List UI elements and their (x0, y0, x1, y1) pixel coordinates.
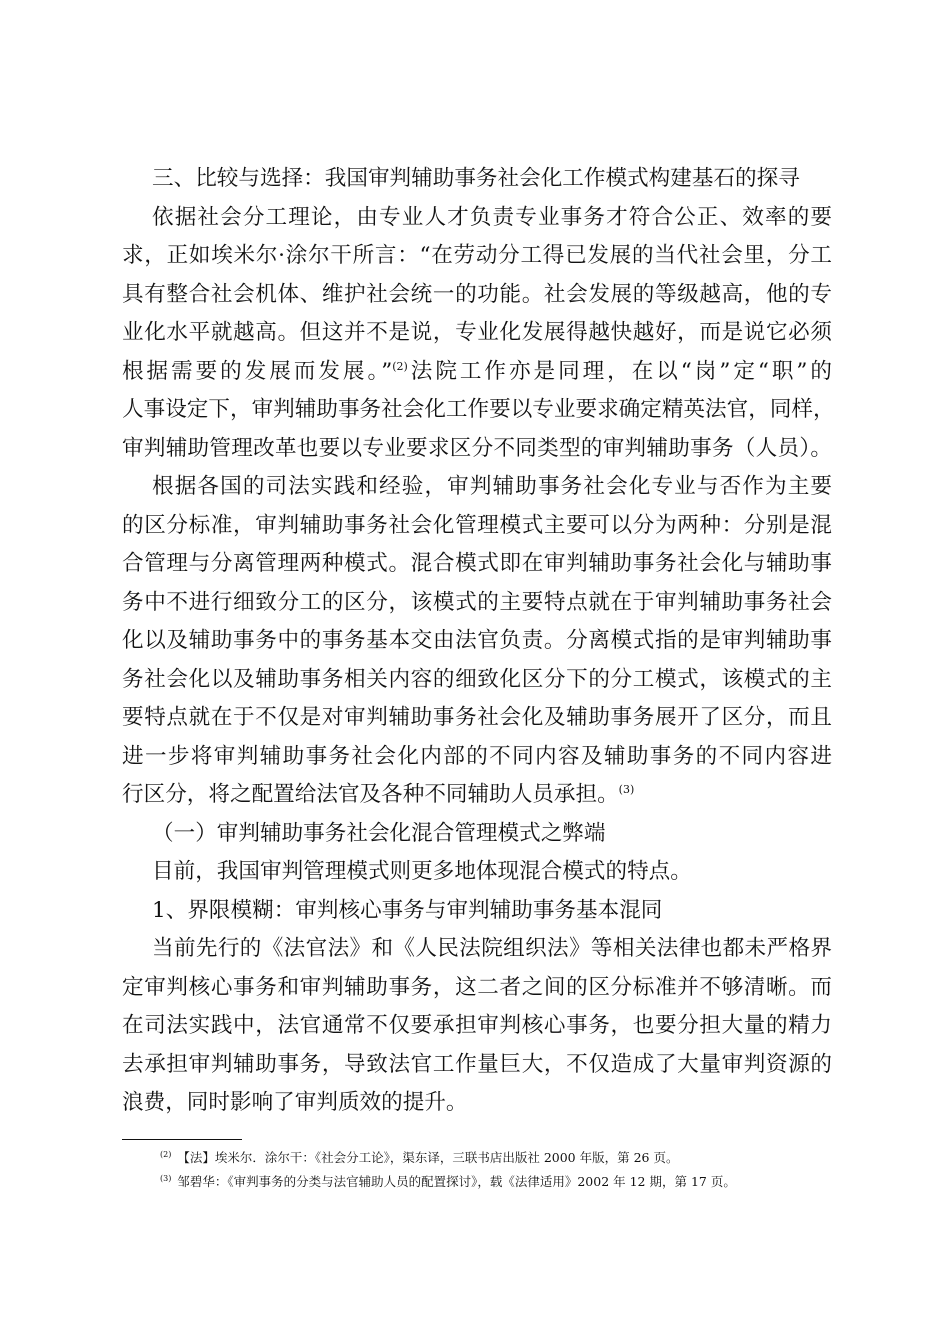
paragraph-2-line-7: 要特点就在于不仅是对审判辅助事务社会化及辅助事务展开了区分，而且 (122, 705, 832, 730)
paragraph-1-line-4: 业化水平就越高。但这并不是说，专业化发展得越快越好，而是说它必须 (122, 320, 832, 345)
footnote-ref-3: (3) (618, 783, 635, 796)
paragraph-1-line-7: 审判辅助管理改革也要以专业要求区分不同类型的审判辅助事务（人员）。 (122, 435, 832, 461)
subheading-2: 1、界限模糊：审判核心事务与审判辅助事务基本混同 (152, 897, 663, 923)
body-text (122, 160, 835, 1123)
paragraph-1-line-5-b: 法院工作亦是同理，在以“岗”定“职”的 (407, 358, 832, 384)
paragraph-1-line-1: 依据社会分工理论，由专业人才负责专业事务才符合公正、效率的要 (152, 204, 832, 230)
footnote-separator (122, 1139, 242, 1140)
paragraph-2-line-1: 根据各国的司法实践和经验，审判辅助事务社会化专业与否作为主要 (152, 474, 832, 499)
paragraph-2-line-2: 的区分标准，审判辅助事务社会化管理模式主要可以分为两种：分别是混 (122, 512, 832, 538)
paragraph-1-line-2: 求，正如埃米尔·涂尔干所言：“在劳动分工得已发展的当代社会里，分工 (122, 243, 832, 268)
paragraph-4-line-2: 定审判核心事务和审判辅助事务，这二者之间的区分标准并不够清晰。而 (122, 974, 832, 1000)
subheading-1: （一）审判辅助事务社会化混合管理模式之弊端 (152, 820, 606, 846)
footnote-ref-2: (2) (392, 359, 408, 373)
paragraph-2-line-3: 合管理与分离管理两种模式。混合模式即在审判辅助事务社会化与辅助事 (122, 551, 832, 576)
paragraph-4-line-5: 浪费，同时影响了审判质效的提升。 (122, 1090, 468, 1115)
footnote-3 (160, 1170, 860, 1194)
footnote-2-text: 【法】埃米尔．涂尔干：《社会分工论》，渠东译，三联书店出版社 2000 年版，第 26 页。 (177, 1150, 679, 1165)
paragraph-1-line-6: 人事设定下，审判辅助事务社会化工作要以专业要求确定精英法官，同样， (122, 397, 835, 422)
footnote-3-mark: (3) (160, 1174, 172, 1183)
paragraph-4-line-3: 在司法实践中，法官通常不仅要承担审判核心事务，也要分担大量的精力 (122, 1013, 832, 1038)
paragraph-2-line-9-text: 行区分，将之配置给法官及各种不同辅助人员承担。 (122, 782, 619, 807)
paragraph-2-line-5: 化以及辅助事务中的事务基本交由法官负责。分离模式指的是审判辅助事 (122, 628, 832, 653)
paragraph-2-line-4: 务中不进行细致分工的区分，该模式的主要特点就在于审判辅助事务社会 (122, 589, 832, 615)
paragraph-2-line-9 (122, 776, 832, 815)
paragraph-4-line-4: 去承担审判辅助事务，导致法官工作量巨大，不仅造成了大量审判资源的 (122, 1051, 832, 1077)
paragraph-2-line-6: 务社会化以及辅助事务相关内容的细致化区分下的分工模式，该模式的主 (122, 666, 832, 692)
paragraph-1-line-5-a: 根据需要的发展而发展。” (122, 358, 393, 384)
footnote-3-text: 邹碧华：《审判事务的分类与法官辅助人员的配置探讨》，载《法律适用》2002 年 12 期，第 17 页。 (177, 1174, 736, 1189)
paragraph-4-line-1: 当前先行的《法官法》和《人民法院组织法》等相关法律也都未严格界 (152, 936, 832, 961)
footnote-2-mark: (2) (160, 1150, 172, 1159)
section-heading: 三、比较与选择：我国审判辅助事务社会化工作模式构建基石的探寻 (152, 166, 800, 191)
footnotes (160, 1146, 860, 1194)
paragraph-1-line-3: 具有整合社会机体、维护社会统一的功能。社会发展的等级越高，他的专 (122, 281, 832, 307)
paragraph-2-line-8: 进一步将审判辅助事务社会化内部的不同内容及辅助事务的不同内容进 (122, 743, 832, 769)
footnote-2 (160, 1146, 860, 1170)
paragraph-1-line-5 (122, 353, 832, 392)
paragraph-3: 目前，我国审判管理模式则更多地体现混合模式的特点。 (152, 859, 692, 884)
